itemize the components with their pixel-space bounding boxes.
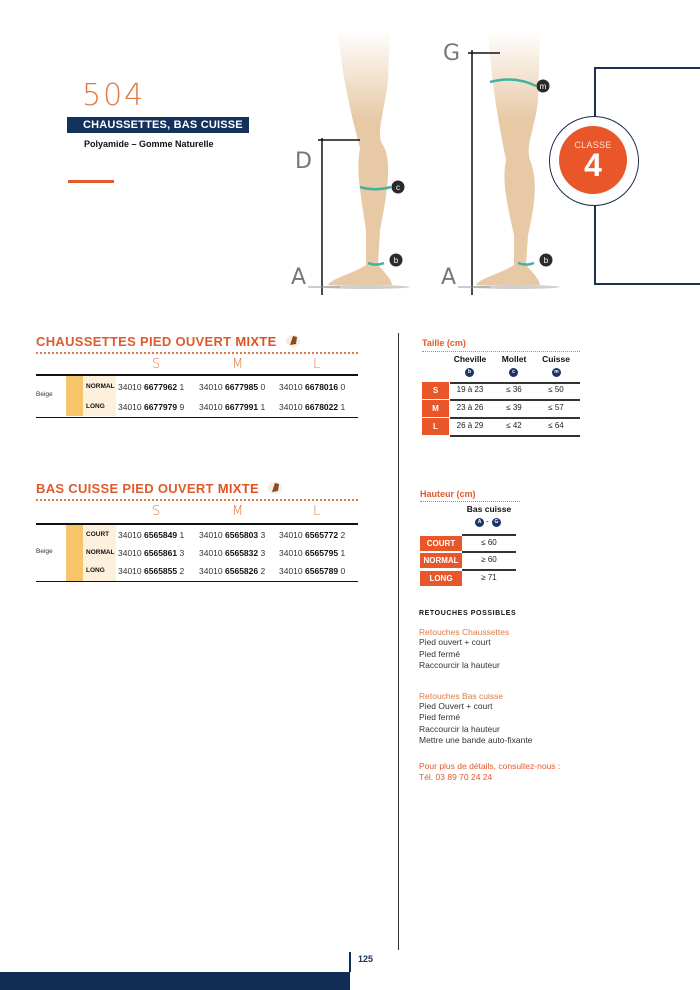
col-cuisse: Cuisse	[542, 354, 570, 364]
ean-code: 34010 6565861 3	[118, 548, 185, 558]
svg-text:A: A	[441, 265, 457, 290]
retouche-item: Pied Ouvert + court	[419, 700, 493, 711]
marker-g-icon: G	[492, 518, 501, 527]
height-normal: NORMAL	[420, 553, 462, 568]
class-label: CLASSE	[574, 140, 612, 150]
height-chart: Hauteur (cm) Bas cuisse A - G COURT ≤ 60 NORMAL ≥ 60 LONG ≥ 71	[420, 489, 520, 590]
marker-m-icon: m	[552, 368, 561, 377]
marker-a-icon: A	[475, 518, 484, 527]
column-divider	[398, 333, 399, 950]
class-badge	[559, 126, 627, 194]
ean-code: 34010 6565803 3	[199, 530, 266, 540]
table-bas-cuisse	[36, 481, 358, 582]
color-label: Beige	[36, 548, 53, 555]
col-bas-cuisse: Bas cuisse	[466, 504, 512, 514]
size-header-m: M	[232, 504, 244, 519]
svg-text:D: D	[295, 149, 312, 174]
table-chaussettes	[36, 334, 358, 418]
size-l: L	[422, 418, 449, 435]
retouche-item: Raccourcir la hauteur	[419, 660, 500, 670]
retouches-section	[419, 610, 619, 784]
size-chart: Taille (cm) Cheville Mollet Cuisse b c m S 19 à 23 ≤ 36 ≤ 50 M 23 à 26 ≤ 39 ≤ 57 L 26 à 29 ≤ 42 ≤ 64	[422, 338, 580, 438]
ean-code: 34010 6677962 1	[118, 382, 185, 392]
size-header-m: M	[232, 357, 244, 372]
ean-code: 34010 6678016 0	[279, 382, 346, 392]
leg-measurement-illustration	[280, 20, 580, 300]
product-table: Beige NORMAL 34010 6677962 1 34010 6677985 0 34010 6678016 0 LONG 34010 6677979 9 34010 6677991 1 34010 6678022 1	[36, 374, 358, 418]
ean-code: 34010 6677979 9	[118, 402, 185, 412]
size-m: M	[422, 400, 449, 417]
left-leg-icon	[320, 30, 410, 289]
svg-text:A: A	[291, 265, 307, 290]
ean-code: 34010 6565832 3	[199, 548, 266, 558]
col-mollet: Mollet	[501, 354, 527, 364]
retouche-item: Pied ouvert + court	[419, 637, 491, 647]
retouche-item: Mettre une bande auto-fixante	[419, 735, 533, 745]
material-subtitle: Polyamide – Gomme Naturelle	[84, 139, 214, 149]
retouches-bas-cuisse-title: Retouches Bas cuisse	[419, 690, 504, 701]
page-number: 125	[358, 954, 374, 964]
ean-code: 34010 6565849 1	[118, 530, 185, 540]
retouches-chaussettes-title: Retouches Chaussettes	[419, 627, 510, 637]
retouche-item: Raccourcir la hauteur	[419, 723, 500, 734]
ean-code: 34010 6565772 2	[279, 530, 346, 540]
ean-code: 34010 6565826 2	[199, 566, 266, 576]
size-header-l: L	[313, 357, 321, 372]
svg-text:b: b	[393, 256, 399, 265]
ean-code: 34010 6677991 1	[199, 402, 266, 412]
height-court: COURT	[420, 536, 462, 551]
size-s: S	[422, 382, 449, 399]
retouches-heading: RETOUCHES POSSIBLES	[419, 610, 517, 617]
product-table: Beige COURT 34010 6565849 1 34010 6565803 3 34010 6565772 2 NORMAL 34010 6565861 3 34010 6565832 3 34010 6565795 1 LONG 34010 6565855 2 34010 6565826 2 34010 6565789 0	[36, 523, 358, 582]
open-toe-foot-icon	[267, 481, 283, 495]
class-number: 4	[584, 147, 602, 183]
contact-phone: Tél. 03 89 70 24 24	[419, 772, 493, 782]
size-header-s: S	[152, 357, 161, 372]
section-title: CHAUSSETTES PIED OUVERT MIXTE	[36, 334, 358, 349]
ean-code: 34010 6565795 1	[279, 548, 346, 558]
retouche-item: Pied fermé	[419, 712, 461, 722]
col-cheville: Cheville	[453, 354, 487, 364]
color-label: Beige	[36, 391, 53, 398]
ean-code: 34010 6678022 1	[279, 402, 346, 412]
marker-b-icon: b	[465, 368, 474, 377]
contact-text: Pour plus de détails, consultez-nous :	[419, 760, 561, 771]
svg-text:m: m	[539, 82, 547, 91]
product-code: 504	[82, 78, 146, 113]
svg-text:G: G	[443, 41, 461, 66]
product-title: CHAUSSETTES, BAS CUISSE	[67, 117, 249, 133]
height-long: LONG	[420, 571, 462, 586]
footer-bar	[0, 972, 350, 990]
ean-code: 34010 6677985 0	[199, 382, 266, 392]
size-header-s: S	[152, 504, 161, 519]
right-leg-icon	[470, 30, 560, 289]
marker-c-icon: c	[509, 368, 518, 377]
svg-text:c: c	[396, 183, 400, 192]
ean-code: 34010 6565855 2	[118, 566, 185, 576]
ean-code: 34010 6565789 0	[279, 566, 346, 576]
size-chart-title: Taille (cm)	[422, 338, 466, 348]
size-header-l: L	[313, 504, 321, 519]
svg-text:b: b	[543, 256, 549, 265]
open-toe-foot-icon	[285, 334, 301, 348]
accent-rule	[68, 180, 114, 183]
section-title: BAS CUISSE PIED OUVERT MIXTE	[36, 481, 358, 496]
footer-tick	[349, 952, 351, 972]
height-chart-title: Hauteur (cm)	[420, 489, 476, 499]
retouche-item: Pied fermé	[419, 648, 461, 659]
